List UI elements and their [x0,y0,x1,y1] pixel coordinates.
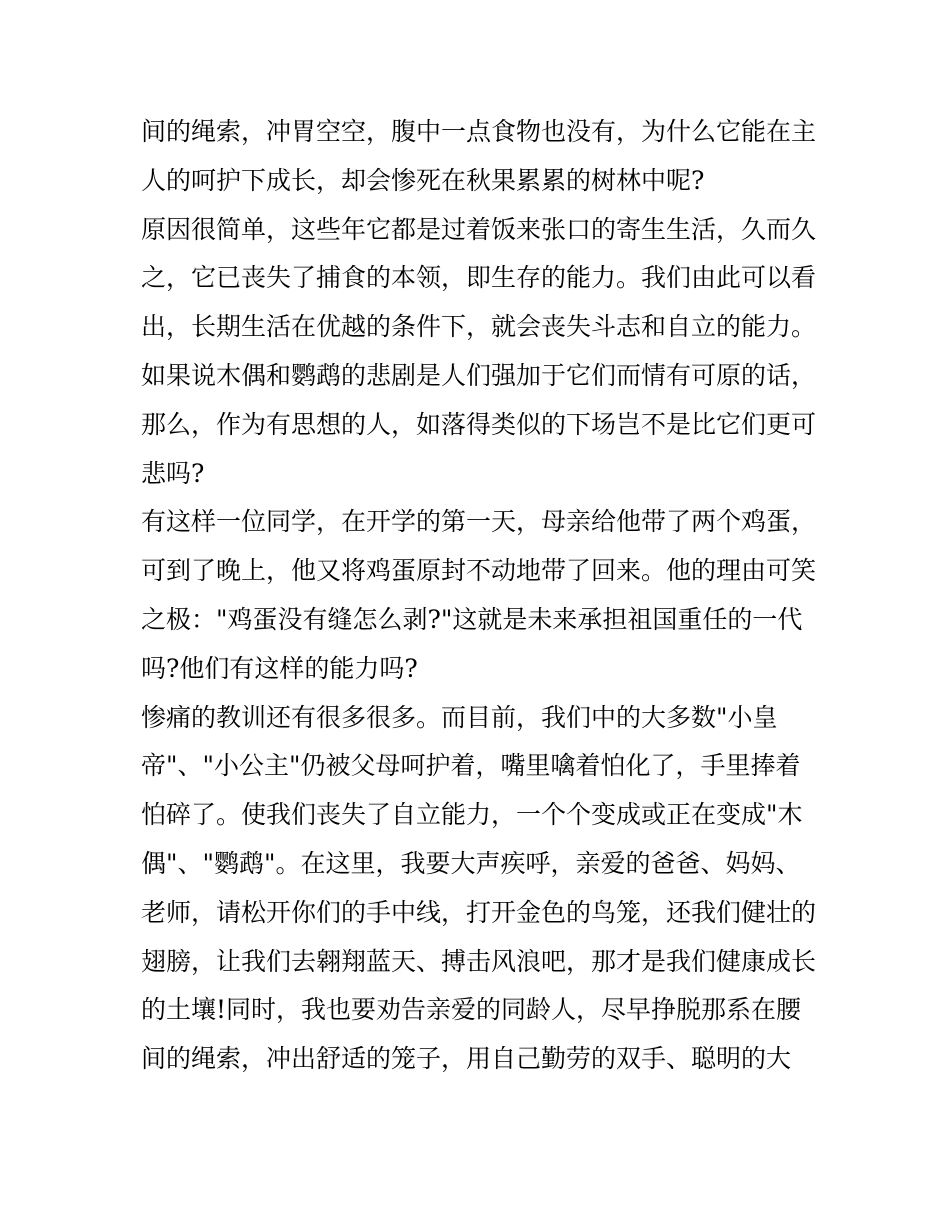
text-line-16: 偶"、"鹦鹉"。在这里，我要大声疾呼，亲爱的爸爸、妈妈、 [141,848,801,878]
text-line-5: 出，长期生活在优越的条件下，就会丧失斗志和自立的能力。 [141,312,817,342]
text-line-1: 间的绳索，冲胃空空，腹中一点食物也没有，为什么它能在主 [141,117,817,146]
body-text [141,108,821,1084]
text-line-7: 那么，作为有思想的人，如落得类似的下场岂不是比它们更可 [141,409,817,439]
text-line-6: 如果说木偶和鹦鹉的悲剧是人们强加于它们而情有可原的话， [141,360,817,390]
text-line-19: 的土壤!同时，我也要劝告亲爱的同龄人，尽早挣脱那系在腰 [141,995,802,1025]
text-line-3: 原因很简单，这些年它都是过着饭来张口的寄生生活，久而久 [141,214,817,244]
text-line-8: 悲吗? [141,458,205,488]
text-line-2: 人的呵护下成长，却会惨死在秋果累累的树林中呢? [141,165,705,195]
text-line-12: 吗?他们有这样的能力吗? [141,653,418,683]
text-line-9: 有这样一位同学，在开学的第一天，母亲给他带了两个鸡蛋， [141,507,817,537]
text-line-15: 怕碎了。使我们丧失了自立能力，一个个变成或正在变成"木 [141,800,803,830]
text-line-11: 之极："鸡蛋没有缝怎么剥?"这就是未来承担祖国重任的一代 [141,604,803,634]
text-line-14: 帝"、"小公主"仍被父母呵护着，嘴里噙着怕化了，手里捧着 [141,751,801,781]
text-line-4: 之，它已丧失了捕食的本领，即生存的能力。我们由此可以看 [141,263,817,293]
text-line-13: 惨痛的教训还有很多很多。而目前，我们中的大多数"小皇 [141,702,778,732]
text-line-10: 可到了晚上，他又将鸡蛋原封不动地带了回来。他的理由可笑 [141,556,817,586]
text-line-17: 老师，请松开你们的手中线，打开金色的鸟笼，还我们健壮的 [141,897,817,927]
text-line-18: 翅膀，让我们去翱翔蓝天、搏击风浪吧，那才是我们健康成长 [141,946,817,976]
text-line-20: 间的绳索，冲出舒适的笼子，用自己勤劳的双手、聪明的大 [141,1044,792,1074]
